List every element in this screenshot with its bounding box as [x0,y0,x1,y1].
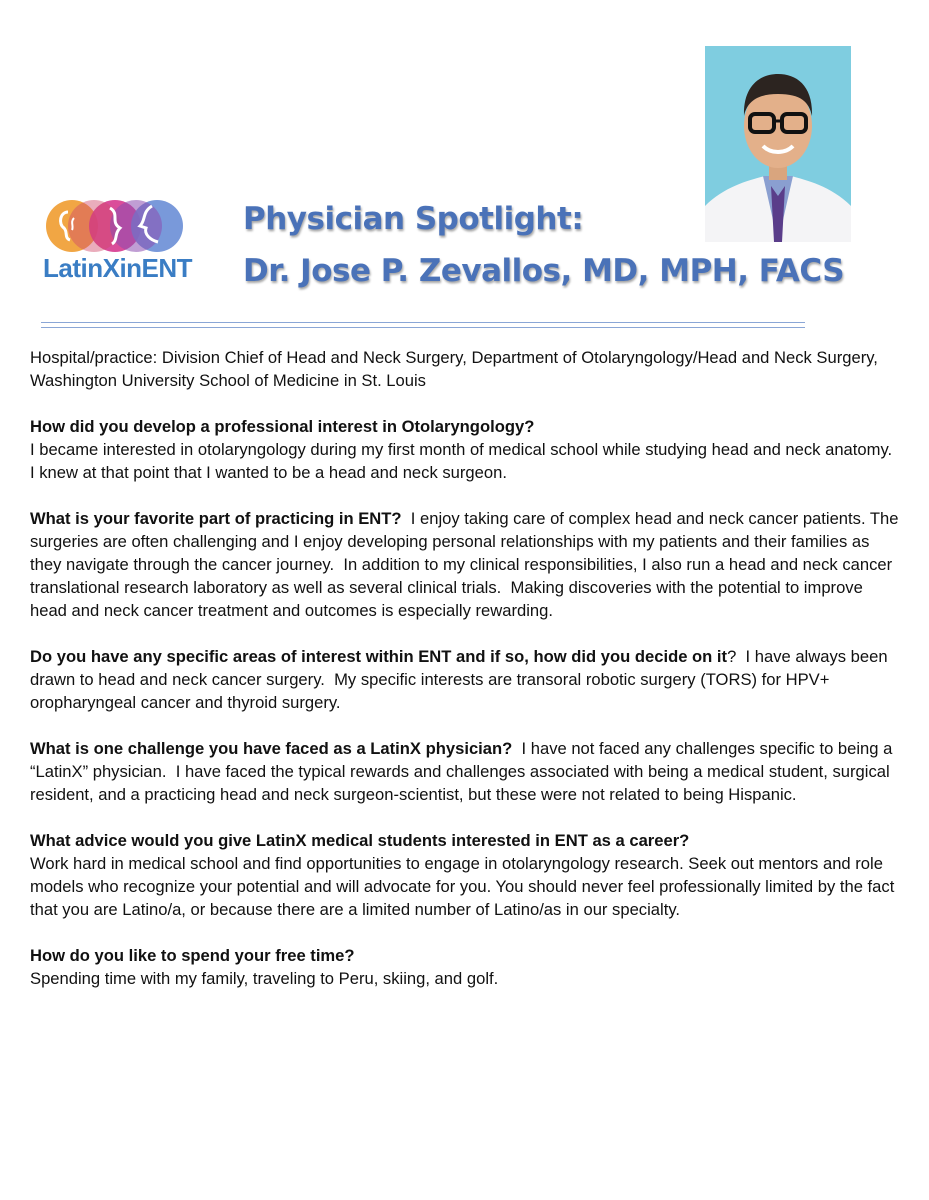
qa-item [30,645,900,714]
question: What is one challenge you have faced as a LatinX physician? [30,739,513,758]
qa-item [30,737,900,806]
question: What advice would you give LatinX medical students interested in ENT as a career? [30,831,690,850]
separator [402,509,411,528]
answer: I enjoy taking care of complex head and neck cancer patients. The surgeries are often challenging and I enjoy developing personal relationships with my patients and their families as they navigate through the cancer journey. In addition to my clinical responsibilities, I also run a head and neck cancer translational research laboratory as well as several clinical trials. Making discoveries with the potential to improve head and neck cancer treatment and outcomes is especially rewarding. [30,509,904,620]
answer: I have not faced any challenges specific to being a “LatinX” physician. I have faced the typical rewards and challenges associated with being a medical student, surgical resident, and a practicing head and neck surgeon-scientist, but these were not related to being Hispanic. [30,739,897,804]
question: How did you develop a professional interest in Otolaryngology? [30,417,535,436]
hospital-practice: Hospital/practice: Division Chief of Head and Neck Surgery, Department of Otolaryngology/Head and Neck Surgery, Washington University School of Medicine in St. Louis [30,348,878,390]
qa-item [30,829,900,921]
answer: ? I have always been drawn to head and neck cancer surgery. My specific interests are transoral robotic surgery (TORS) for HPV+ oropharyngeal cancer and thyroid surgery. [30,647,893,712]
question: What is your favorite part of practicing in ENT? [30,509,402,528]
page-title-line-2: Dr. Jose P. Zevallos, MD, MPH, FACS [243,253,845,289]
question: How do you like to spend your free time? [30,946,355,965]
logo-text: LatinXinENT [43,253,193,283]
qa-item [30,507,904,622]
answer: Work hard in medical school and find opportunities to engage in otolaryngology research. Seek out mentors and role models who recognize your potential and will advocate for you. You should never feel professionally limited by the fact that you are Latino/a, or because there are a limited number of Latino/as in our specialty. [30,854,895,919]
divider-line [41,327,805,328]
question: Do you have any specific areas of interest within ENT and if so, how did you decide on it [30,647,728,666]
qa-item [30,415,900,484]
qa-item [30,944,900,990]
physician-photo [705,46,851,242]
page-title-line-1: Physician Spotlight: [243,201,584,237]
separator [512,739,521,758]
answer: I became interested in otolaryngology during my first month of medical school while studying head and neck anatomy. I knew at that point that I wanted to be a head and neck surgeon. [30,440,893,482]
answer: Spending time with my family, traveling to Peru, skiing, and golf. [30,969,499,988]
interview-body [30,346,904,1013]
divider-line [41,322,805,323]
